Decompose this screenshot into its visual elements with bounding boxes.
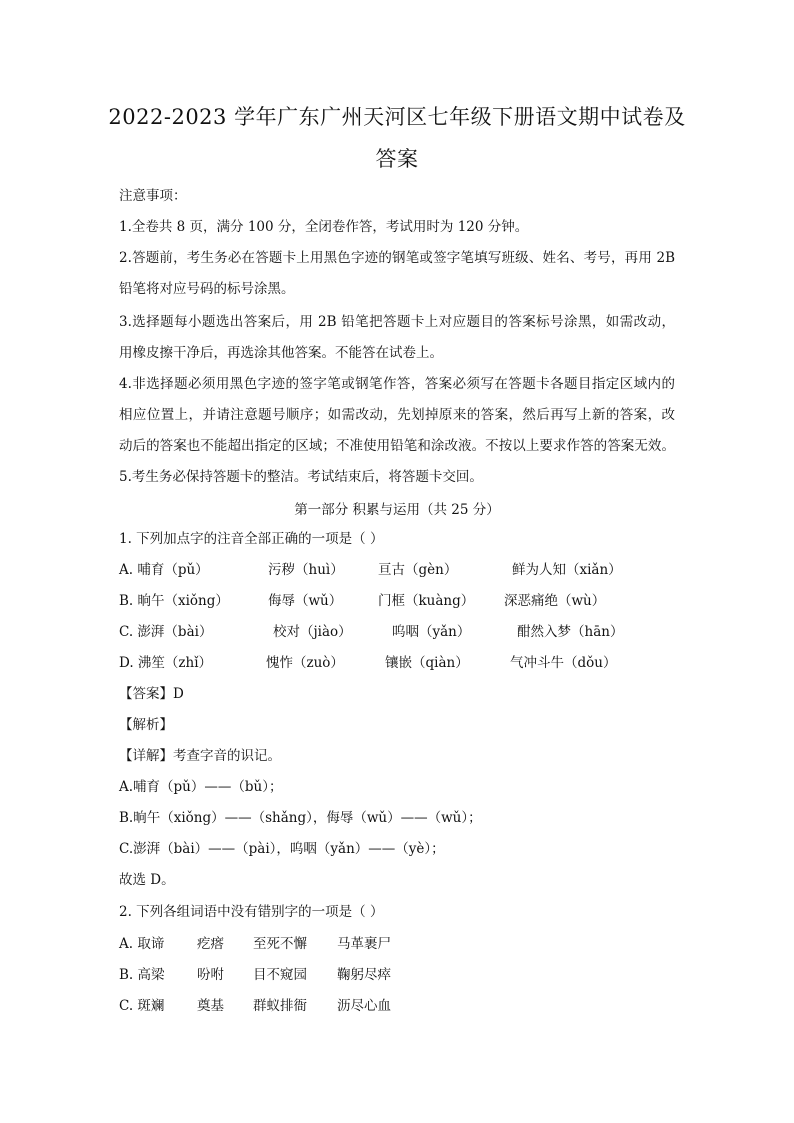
q1-option-a-4: 鲜为人知（xiǎn） — [512, 562, 622, 578]
notice-item-3b: 用橡皮擦干净后，再选涂其他答案。不能答在试卷上。 — [119, 345, 443, 361]
q1-option-b-3: 门框（kuàng） — [378, 593, 475, 609]
notice-item-2b: 铅笔将对应号码的标号涂黑。 — [119, 281, 295, 297]
q2-option-b-4: 鞠躬尽瘁 — [337, 967, 391, 983]
section-title: 第一部分 积累与运用（共 25 分） — [294, 502, 500, 518]
q2-option-b-3: 目不窥园 — [253, 967, 307, 983]
notice-heading: 注意事项： — [119, 188, 187, 204]
q2-option-c-4: 沥尽心血 — [337, 998, 391, 1014]
q2-option-c-3: 群蚁排衙 — [253, 998, 307, 1014]
q2-option-a-2: 疙瘩 — [197, 936, 224, 952]
q1-option-b-4: 深恶痛绝（wù） — [504, 593, 606, 609]
q1-option-b-2: 侮辱（wǔ） — [268, 593, 343, 609]
q1-option-a-1: A. 哺育（pǔ） — [119, 562, 209, 578]
notice-item-4a: 4.非选择题必须用黑色字迹的签字笔或钢笔作答，答案必须写在答题卡各题目指定区域内的 — [119, 376, 675, 392]
q1-conclusion: 故选 D。 — [119, 872, 175, 888]
notice-item-5: 5.考生务必保持答题卡的整洁。考试结束后，将答题卡交回。 — [119, 469, 483, 485]
q2-option-c-2: 奠基 — [197, 998, 224, 1014]
q2-option-a-3: 至死不懈 — [253, 936, 307, 952]
q1-stem: 1. 下列加点字的注音全部正确的一项是（ ） — [119, 531, 384, 547]
q1-option-b-1: B. 晌午（xiǒng） — [119, 593, 229, 609]
q2-option-c-1: C. 斑斓 — [119, 998, 165, 1014]
q1-analysis-heading: 【解析】 — [119, 717, 173, 733]
q1-option-a-3: 亘古（gèn） — [378, 562, 458, 578]
q1-answer: 【答案】D — [119, 686, 184, 702]
q1-option-d-2: 愧怍（zuò） — [266, 655, 344, 671]
q1-option-a-2: 污秽（huì） — [268, 562, 344, 578]
notice-item-1: 1.全卷共 8 页，满分 100 分，全闭卷作答，考试用时为 120 分钟。 — [119, 219, 529, 235]
q1-detail: 【详解】考查字音的识记。 — [119, 748, 281, 764]
document-title-line1: 2022-2023 学年广东广州天河区七年级下册语文期中试卷及 — [108, 105, 686, 129]
q1-analysis-b: B.晌午（xiǒng）——（shǎng），侮辱（wǔ）——（wǔ）； — [119, 810, 482, 826]
notice-item-4b: 相应位置上，并请注意题号顺序；如需改动，先划掉原来的答案，然后再写上新的答案，改 — [119, 407, 675, 423]
q2-option-b-1: B. 高梁 — [119, 967, 165, 983]
q1-option-c-3: 呜咽（yǎn） — [392, 624, 471, 640]
q1-option-d-3: 镶嵌（qiàn） — [385, 655, 469, 671]
q2-stem: 2. 下列各组词语中没有错别字的一项是（ ） — [119, 904, 384, 920]
q2-option-a-1: A. 取谛 — [119, 936, 165, 952]
document-title-line2: 答案 — [375, 147, 419, 171]
q1-option-d-4: 气冲斗牛（dǒu） — [510, 655, 617, 671]
notice-item-2a: 2.答题前，考生务必在答题卡上用黑色字迹的钢笔或签字笔填写班级、姓名、考号，再用 2B — [119, 250, 675, 266]
notice-item-4c: 动后的答案也不能超出指定的区域；不准使用铅笔和涂改液。不按以上要求作答的答案无效。 — [119, 438, 675, 454]
q1-option-c-1: C. 澎湃（bài） — [119, 624, 213, 640]
notice-item-3a: 3.选择题每小题选出答案后，用 2B 铅笔把答题卡上对应题目的答案标号涂黑，如需改动， — [119, 314, 675, 330]
q1-analysis-c: C.澎湃（bài）——（pài），呜咽（yǎn）——（yè）； — [119, 841, 445, 857]
q2-option-b-2: 吩咐 — [197, 967, 224, 983]
q1-option-c-4: 酣然入梦（hān） — [517, 624, 624, 640]
q1-option-d-1: D. 沸笙（zhǐ） — [119, 655, 213, 671]
q1-option-c-2: 校对（jiào） — [273, 624, 352, 640]
q2-option-a-4: 马革裹尸 — [337, 936, 391, 952]
q1-analysis-a: A.哺育（pǔ）——（bǔ）； — [119, 779, 283, 795]
